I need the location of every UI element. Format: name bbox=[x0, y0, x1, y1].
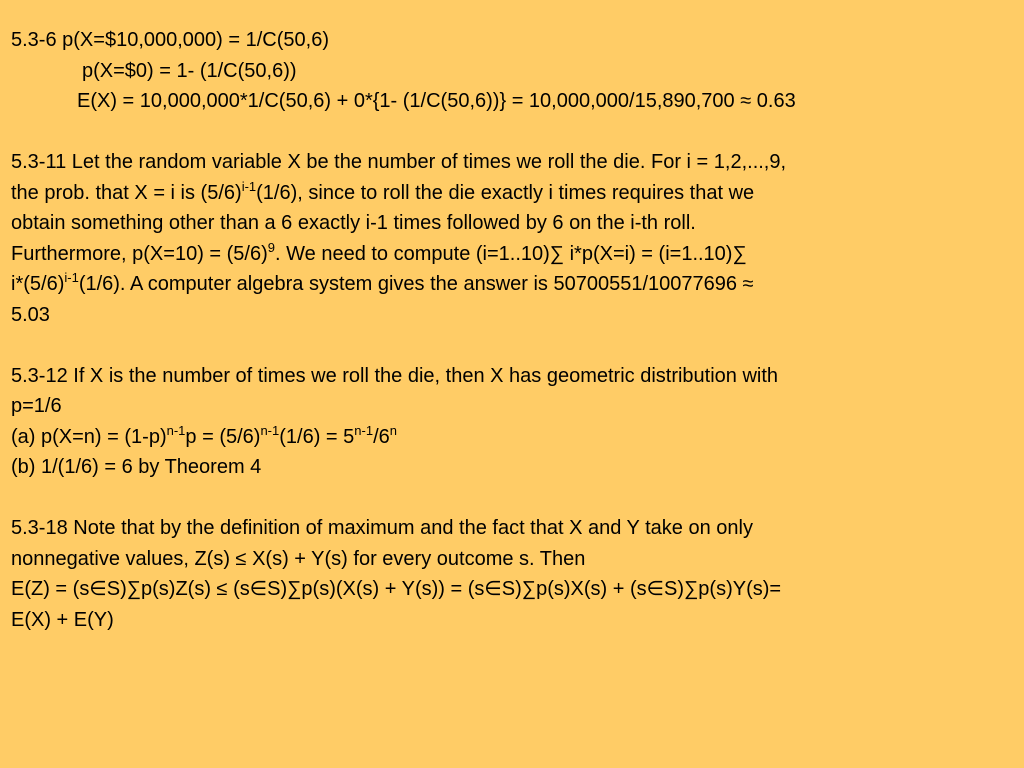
text-line: nonnegative values, Z(s) ≤ X(s) + Y(s) for every outcome s. Then bbox=[11, 547, 586, 570]
solution-5-3-18 bbox=[11, 513, 1008, 635]
superscript: n-1 bbox=[354, 422, 374, 438]
text-run: (a) p(X=n) = (1-p) bbox=[11, 425, 167, 448]
text-line bbox=[11, 178, 1008, 209]
text-line bbox=[11, 422, 1008, 453]
superscript: 9 bbox=[267, 239, 276, 255]
text-line: 5.3-12 If X is the number of times we roll the die, then X has geometric distribution with bbox=[11, 364, 779, 387]
superscript: n-1 bbox=[166, 422, 186, 438]
text-line: p(X=$0) = 1- (1/C(50,6)) bbox=[82, 59, 297, 82]
superscript: i-1 bbox=[241, 178, 257, 194]
text-line: 5.3-11 Let the random variable X be the number of times we roll the die. For i = 1,2,...,9, bbox=[11, 151, 787, 173]
solution-5-3-6 bbox=[11, 25, 1008, 117]
text-run: (1/6), since to roll the die exactly i times requires that we bbox=[256, 181, 755, 204]
text-line bbox=[11, 269, 1008, 300]
text-run: (1/6). A computer algebra system gives the answer is 50700551/10077696 ≈ bbox=[78, 273, 754, 295]
text-run: /6 bbox=[373, 425, 390, 448]
solution-5-3-11 bbox=[11, 147, 1008, 330]
text-line: 5.3-6 p(X=$10,000,000) = 1/C(50,6) bbox=[11, 29, 329, 51]
superscript: i-1 bbox=[64, 270, 79, 285]
text-line: p=1/6 bbox=[11, 395, 62, 417]
text-line: 5.3-18 Note that by the definition of maximum and the fact that X and Y take on only bbox=[11, 517, 753, 539]
text-line bbox=[11, 239, 1008, 270]
text-run: i*(5/6) bbox=[11, 273, 65, 295]
solution-5-3-12 bbox=[11, 361, 1008, 483]
text-run: the prob. that X = i is (5/6) bbox=[11, 181, 242, 204]
spacer bbox=[11, 483, 1008, 514]
text-run: p = (5/6) bbox=[185, 425, 261, 448]
text-line: E(X) = 10,000,000*1/C(50,6) + 0*{1- (1/C(50,6))} = 10,000,000/15,890,700 ≈ 0.63 bbox=[77, 90, 796, 112]
text-run: . We need to compute (i=1..10)∑ i*p(X=i) = (i=1..10)∑ bbox=[275, 242, 747, 265]
text-run: (1/6) = 5 bbox=[279, 425, 355, 448]
superscript: n bbox=[389, 422, 398, 438]
superscript: n-1 bbox=[260, 422, 280, 438]
spacer bbox=[11, 330, 1008, 361]
text-line: obtain something other than a 6 exactly i-1 times followed by 6 on the i-th roll. bbox=[11, 212, 696, 234]
text-line: (b) 1/(1/6) = 6 by Theorem 4 bbox=[11, 456, 262, 478]
text-line: E(Z) = (s∈S)∑p(s)Z(s) ≤ (s∈S)∑p(s)(X(s) + Y(s)) = (s∈S)∑p(s)X(s) + (s∈S)∑p(s)Y(s)= bbox=[11, 578, 782, 600]
spacer bbox=[11, 117, 1008, 148]
text-run: Furthermore, p(X=10) = (5/6) bbox=[11, 242, 268, 265]
text-line: E(X) + E(Y) bbox=[11, 608, 114, 631]
text-line: 5.03 bbox=[11, 303, 50, 326]
